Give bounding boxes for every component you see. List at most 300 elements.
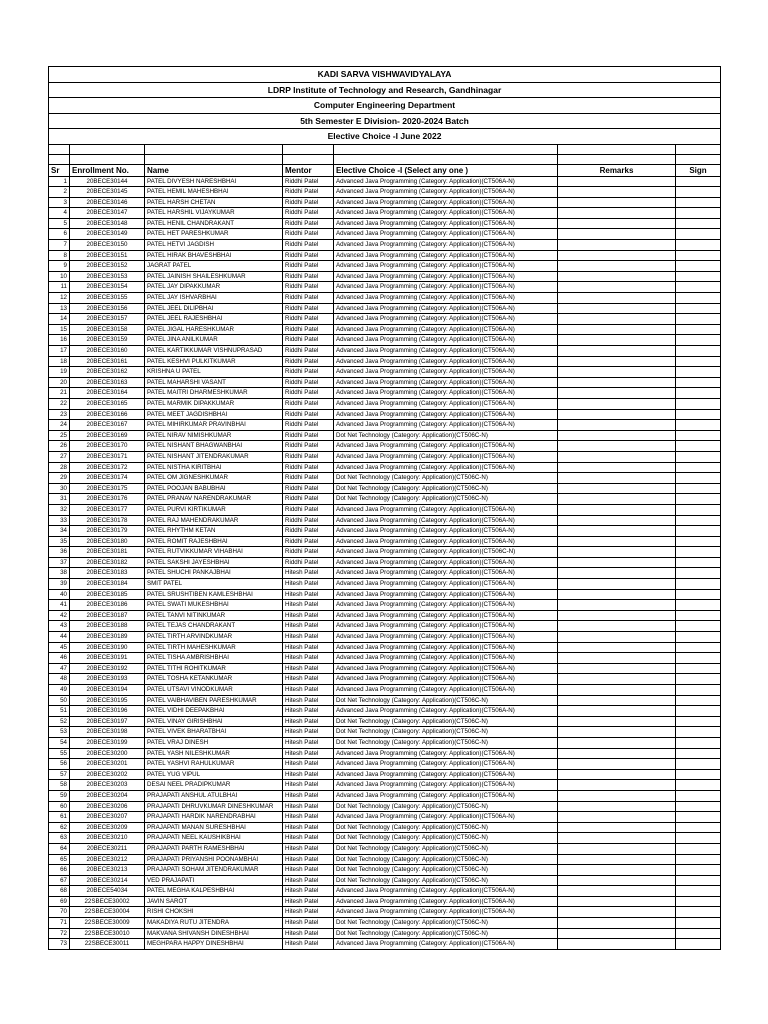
sign-cell[interactable] [676,197,721,208]
university-title: KADI SARVA VISHWAVIDYALAYA [49,67,721,83]
table-row [49,748,721,759]
remarks-cell[interactable] [558,229,676,240]
mentor-cell: Riddhi Patel [283,197,334,208]
remarks-cell[interactable] [558,685,676,696]
sign-cell[interactable] [676,727,721,738]
elective-cell: Advanced Java Programming (Category: Application)(CT506A-N) [334,504,558,515]
name-cell: PATEL HARSHIL VIJAYKUMAR [145,208,283,219]
sign-cell[interactable] [676,674,721,685]
sign-cell[interactable] [676,494,721,505]
column-header-row [49,164,721,176]
name-cell: PATEL TANVI NITINKUMAR [145,610,283,621]
remarks-cell[interactable] [558,589,676,600]
sr-cell: 34 [49,526,70,537]
enrollment-cell: 20BECE30207 [70,812,145,823]
sign-cell[interactable] [676,261,721,272]
sign-cell[interactable] [676,801,721,812]
mentor-cell: Riddhi Patel [283,240,334,251]
name-cell: DESAI NEEL PRADIPKUMAR [145,780,283,791]
remarks-cell[interactable] [558,473,676,484]
elective-cell: Advanced Java Programming (Category: Application)(CT506A-N) [334,462,558,473]
mentor-cell: Hitesh Patel [283,896,334,907]
remarks-cell[interactable] [558,610,676,621]
elective-cell: Dot Net Technology (Category: Application)(CT506C-N) [334,865,558,876]
elective-cell: Advanced Java Programming (Category: Application)(CT506A-N) [334,271,558,282]
remarks-cell[interactable] [558,483,676,494]
elective-cell: Advanced Java Programming (Category: Application)(CT506A-N) [334,557,558,568]
mentor-cell: Riddhi Patel [283,187,334,198]
table-row [49,918,721,929]
mentor-cell: Riddhi Patel [283,536,334,547]
remarks-cell[interactable] [558,632,676,643]
sign-cell[interactable] [676,769,721,780]
sign-cell[interactable] [676,356,721,367]
sign-cell[interactable] [676,324,721,335]
enrollment-cell: 20BECE30185 [70,589,145,600]
mentor-cell: Hitesh Patel [283,865,334,876]
sign-cell[interactable] [676,886,721,897]
mentor-cell: Hitesh Patel [283,642,334,653]
remarks-cell[interactable] [558,600,676,611]
mentor-cell: Hitesh Patel [283,727,334,738]
sr-cell: 48 [49,674,70,685]
sr-cell: 71 [49,918,70,929]
remarks-cell[interactable] [558,621,676,632]
remarks-cell[interactable] [558,430,676,441]
remarks-cell[interactable] [558,451,676,462]
sr-cell: 3 [49,197,70,208]
sign-cell[interactable] [676,377,721,388]
table-row [49,843,721,854]
sr-cell: 62 [49,822,70,833]
name-cell: KRISHNA U PATEL [145,367,283,378]
remarks-cell[interactable] [558,706,676,717]
sign-cell[interactable] [676,314,721,325]
name-cell: RISHI CHOKSHI [145,907,283,918]
remarks-cell[interactable] [558,250,676,261]
remarks-cell[interactable] [558,886,676,897]
elective-cell: Advanced Java Programming (Category: Application)(CT506A-N) [334,907,558,918]
remarks-cell[interactable] [558,346,676,357]
remarks-cell[interactable] [558,918,676,929]
elective-cell: Advanced Java Programming (Category: Application)(CT506A-N) [334,790,558,801]
name-cell: PRAJAPATI ANSHUL ATULBHAI [145,790,283,801]
remarks-cell[interactable] [558,780,676,791]
table-row [49,504,721,515]
mentor-cell: Riddhi Patel [283,346,334,357]
table-row [49,197,721,208]
remarks-cell[interactable] [558,695,676,706]
sign-cell[interactable] [676,451,721,462]
name-cell: PATEL JAY DIPAKKUMAR [145,282,283,293]
enrollment-cell: 20BECE30214 [70,875,145,886]
remarks-cell[interactable] [558,547,676,558]
sign-cell[interactable] [676,462,721,473]
sign-cell[interactable] [676,441,721,452]
elective-cell: Advanced Java Programming (Category: Application)(CT506A-N) [334,896,558,907]
remarks-cell[interactable] [558,579,676,590]
sign-cell[interactable] [676,557,721,568]
sign-cell[interactable] [676,716,721,727]
enrollment-cell: 20BECE30165 [70,398,145,409]
mentor-cell: Riddhi Patel [283,229,334,240]
enrollment-cell: 20BECE30149 [70,229,145,240]
remarks-cell[interactable] [558,420,676,431]
name-cell: PATEL RAJ MAHENDRAKUMAR [145,515,283,526]
elective-cell: Advanced Java Programming (Category: Application)(CT506A-N) [334,621,558,632]
remarks-cell[interactable] [558,822,676,833]
sr-cell: 12 [49,293,70,304]
mentor-cell: Hitesh Patel [283,674,334,685]
remarks-cell[interactable] [558,441,676,452]
remarks-cell[interactable] [558,282,676,293]
sign-cell[interactable] [676,663,721,674]
sign-cell[interactable] [676,737,721,748]
elective-cell: Advanced Java Programming (Category: Application)(CT506A-N) [334,303,558,314]
enrollment-cell: 20BECE30206 [70,801,145,812]
elective-cell: Dot Net Technology (Category: Application)(CT506C-N) [334,716,558,727]
enrollment-cell: 20BECE30195 [70,695,145,706]
enrollment-cell: 20BECE30196 [70,706,145,717]
sr-cell: 46 [49,653,70,664]
name-cell: PATEL NISTHA KIRITBHAI [145,462,283,473]
mentor-cell: Hitesh Patel [283,780,334,791]
name-cell: PATEL JEEL DILIPBHAI [145,303,283,314]
sign-cell[interactable] [676,706,721,717]
remarks-cell[interactable] [558,843,676,854]
remarks-cell[interactable] [558,398,676,409]
enrollment-cell: 20BECE30197 [70,716,145,727]
table-row [49,240,721,251]
table-row [49,695,721,706]
table-row [49,737,721,748]
remarks-cell[interactable] [558,790,676,801]
sign-cell[interactable] [676,843,721,854]
col-name: Name [145,164,283,176]
sr-cell: 18 [49,356,70,367]
remarks-cell[interactable] [558,303,676,314]
sr-cell: 20 [49,377,70,388]
enrollment-cell: 20BECE30155 [70,293,145,304]
table-row [49,939,721,950]
sign-cell[interactable] [676,896,721,907]
elective-cell: Advanced Java Programming (Category: Application)(CT506A-N) [334,600,558,611]
remarks-cell[interactable] [558,939,676,950]
col-sign: Sign [676,164,721,176]
mentor-cell: Hitesh Patel [283,928,334,939]
header-row-5 [49,129,721,145]
remarks-cell[interactable] [558,526,676,537]
sign-cell[interactable] [676,812,721,823]
sign-cell[interactable] [676,208,721,219]
mentor-cell: Riddhi Patel [283,367,334,378]
enrollment-cell: 20BECE30188 [70,621,145,632]
elective-cell: Dot Net Technology (Category: Application)(CT506C-N) [334,695,558,706]
sign-cell[interactable] [676,748,721,759]
elective-cell: Advanced Java Programming (Category: Application)(CT506A-N) [334,346,558,357]
remarks-cell[interactable] [558,737,676,748]
table-row [49,642,721,653]
remarks-cell[interactable] [558,716,676,727]
enrollment-cell: 20BECE30180 [70,536,145,547]
remarks-cell[interactable] [558,896,676,907]
remarks-cell[interactable] [558,218,676,229]
sr-cell: 61 [49,812,70,823]
enrollment-cell: 20BECE30209 [70,822,145,833]
sign-cell[interactable] [676,271,721,282]
table-row [49,176,721,187]
sign-cell[interactable] [676,875,721,886]
sr-cell: 17 [49,346,70,357]
sr-cell: 19 [49,367,70,378]
name-cell: PATEL VINAY GIRISHBHAI [145,716,283,727]
sr-cell: 15 [49,324,70,335]
sign-cell[interactable] [676,865,721,876]
name-cell: PATEL JAINISH SHAILESHKUMAR [145,271,283,282]
sign-cell[interactable] [676,282,721,293]
sign-cell[interactable] [676,218,721,229]
sign-cell[interactable] [676,685,721,696]
mentor-cell: Riddhi Patel [283,271,334,282]
sign-cell[interactable] [676,409,721,420]
sign-cell[interactable] [676,229,721,240]
enrollment-cell: 20BECE30172 [70,462,145,473]
remarks-cell[interactable] [558,515,676,526]
sign-cell[interactable] [676,187,721,198]
mentor-cell: Hitesh Patel [283,579,334,590]
blank-row [49,154,721,164]
name-cell: PATEL YASHVI RAHULKUMAR [145,759,283,770]
remarks-cell[interactable] [558,748,676,759]
sr-cell: 65 [49,854,70,865]
enrollment-cell: 20BECE30174 [70,473,145,484]
remarks-cell[interactable] [558,812,676,823]
sign-cell[interactable] [676,939,721,950]
remarks-cell[interactable] [558,293,676,304]
sign-cell[interactable] [676,515,721,526]
enrollment-cell: 20BECE30204 [70,790,145,801]
remarks-cell[interactable] [558,854,676,865]
student-rows [49,176,721,949]
mentor-cell: Hitesh Patel [283,790,334,801]
enrollment-cell: 20BECE30152 [70,261,145,272]
sign-cell[interactable] [676,526,721,537]
enrollment-cell: 20BECE30194 [70,685,145,696]
sr-cell: 9 [49,261,70,272]
table-row [49,324,721,335]
remarks-cell[interactable] [558,928,676,939]
sign-cell[interactable] [676,568,721,579]
sign-cell[interactable] [676,759,721,770]
name-cell: PATEL JINA ANILKUMAR [145,335,283,346]
sign-cell[interactable] [676,833,721,844]
sr-cell: 23 [49,409,70,420]
sign-cell[interactable] [676,589,721,600]
sign-cell[interactable] [676,420,721,431]
mentor-cell: Hitesh Patel [283,918,334,929]
name-cell: JAVIN SAROT [145,896,283,907]
remarks-cell[interactable] [558,176,676,187]
sign-cell[interactable] [676,610,721,621]
elective-cell: Advanced Java Programming (Category: Application)(CT506A-N) [334,377,558,388]
elective-cell: Advanced Java Programming (Category: Application)(CT506A-N) [334,420,558,431]
enrollment-cell: 20BECE30176 [70,494,145,505]
table-row [49,293,721,304]
elective-cell: Advanced Java Programming (Category: Application)(CT506A-N) [334,229,558,240]
sr-cell: 30 [49,483,70,494]
elective-cell: Dot Net Technology (Category: Application)(CT506C-N) [334,737,558,748]
sign-cell[interactable] [676,303,721,314]
name-cell: PATEL TIRTH MAHESHKUMAR [145,642,283,653]
elective-cell: Advanced Java Programming (Category: Application)(CT506A-N) [334,324,558,335]
sign-cell[interactable] [676,547,721,558]
sr-cell: 73 [49,939,70,950]
enrollment-cell: 20BECE30178 [70,515,145,526]
elective-cell: Dot Net Technology (Category: Application)(CT506C-N) [334,843,558,854]
name-cell: PATEL PURVI KIRTIKUMAR [145,504,283,515]
sign-cell[interactable] [676,780,721,791]
enrollment-cell: 20BECE30153 [70,271,145,282]
remarks-cell[interactable] [558,388,676,399]
sr-cell: 16 [49,335,70,346]
sign-cell[interactable] [676,388,721,399]
remarks-cell[interactable] [558,568,676,579]
sign-cell[interactable] [676,632,721,643]
sign-cell[interactable] [676,695,721,706]
mentor-cell: Hitesh Patel [283,653,334,664]
table-row [49,218,721,229]
remarks-cell[interactable] [558,314,676,325]
name-cell: MEGHPARA HAPPY DINESHBHAI [145,939,283,950]
table-row [49,653,721,664]
elective-cell: Advanced Java Programming (Category: Application)(CT506A-N) [334,769,558,780]
remarks-cell[interactable] [558,271,676,282]
remarks-cell[interactable] [558,907,676,918]
remarks-cell[interactable] [558,674,676,685]
remarks-cell[interactable] [558,865,676,876]
remarks-cell[interactable] [558,409,676,420]
sign-cell[interactable] [676,473,721,484]
remarks-cell[interactable] [558,801,676,812]
institute-title: LDRP Institute of Technology and Research, Gandhinagar [49,82,721,98]
sign-cell[interactable] [676,854,721,865]
table-row [49,674,721,685]
remarks-cell[interactable] [558,197,676,208]
remarks-cell[interactable] [558,324,676,335]
sign-cell[interactable] [676,293,721,304]
remarks-cell[interactable] [558,367,676,378]
name-cell: PATEL KARTIKKUMAR VISHNUPRASAD [145,346,283,357]
sign-cell[interactable] [676,790,721,801]
remarks-cell[interactable] [558,494,676,505]
remarks-cell[interactable] [558,642,676,653]
sign-cell[interactable] [676,653,721,664]
enrollment-cell: 20BECE30159 [70,335,145,346]
table-row [49,451,721,462]
remarks-cell[interactable] [558,727,676,738]
sign-cell[interactable] [676,928,721,939]
sr-cell: 56 [49,759,70,770]
elective-cell: Advanced Java Programming (Category: Application)(CT506A-N) [334,240,558,251]
elective-cell: Advanced Java Programming (Category: Application)(CT506A-N) [334,939,558,950]
elective-cell: Advanced Java Programming (Category: Application)(CT506A-N) [334,589,558,600]
name-cell: PATEL MARMIK DIPAKKUMAR [145,398,283,409]
sign-cell[interactable] [676,536,721,547]
sr-cell: 25 [49,430,70,441]
remarks-cell[interactable] [558,504,676,515]
sign-cell[interactable] [676,430,721,441]
sign-cell[interactable] [676,240,721,251]
table-row [49,727,721,738]
mentor-cell: Hitesh Patel [283,600,334,611]
remarks-cell[interactable] [558,356,676,367]
sign-cell[interactable] [676,504,721,515]
sign-cell[interactable] [676,367,721,378]
enrollment-cell: 20BECE30151 [70,250,145,261]
sign-cell[interactable] [676,621,721,632]
sign-cell[interactable] [676,176,721,187]
sign-cell[interactable] [676,918,721,929]
sign-cell[interactable] [676,600,721,611]
remarks-cell[interactable] [558,557,676,568]
enrollment-cell: 20BECE30200 [70,748,145,759]
sign-cell[interactable] [676,579,721,590]
elective-cell: Dot Net Technology (Category: Application)(CT506C-N) [334,875,558,886]
sign-cell[interactable] [676,907,721,918]
sign-cell[interactable] [676,335,721,346]
name-cell: PATEL POOJAN BABUBHAI [145,483,283,494]
enrollment-cell: 20BECE30175 [70,483,145,494]
remarks-cell[interactable] [558,653,676,664]
mentor-cell: Hitesh Patel [283,801,334,812]
remarks-cell[interactable] [558,335,676,346]
remarks-cell[interactable] [558,769,676,780]
mentor-cell: Riddhi Patel [283,557,334,568]
enrollment-cell: 20BECE30177 [70,504,145,515]
sr-cell: 32 [49,504,70,515]
enrollment-cell: 20BECE30213 [70,865,145,876]
remarks-cell[interactable] [558,462,676,473]
sr-cell: 59 [49,790,70,801]
table-row [49,621,721,632]
elective-cell: Advanced Java Programming (Category: Application)(CT506A-N) [334,367,558,378]
remarks-cell[interactable] [558,208,676,219]
mentor-cell: Riddhi Patel [283,208,334,219]
remarks-cell[interactable] [558,187,676,198]
enrollment-cell: 20BECE30150 [70,240,145,251]
mentor-cell: Riddhi Patel [283,451,334,462]
sign-cell[interactable] [676,822,721,833]
mentor-cell: Riddhi Patel [283,483,334,494]
sign-cell[interactable] [676,346,721,357]
table-row [49,356,721,367]
sr-cell: 33 [49,515,70,526]
remarks-cell[interactable] [558,759,676,770]
sign-cell[interactable] [676,642,721,653]
remarks-cell[interactable] [558,663,676,674]
remarks-cell[interactable] [558,377,676,388]
remarks-cell[interactable] [558,875,676,886]
sign-cell[interactable] [676,398,721,409]
name-cell: PATEL TIRTH ARVINDKUMAR [145,632,283,643]
enrollment-cell: 20BECE30166 [70,409,145,420]
sign-cell[interactable] [676,250,721,261]
remarks-cell[interactable] [558,261,676,272]
remarks-cell[interactable] [558,833,676,844]
sign-cell[interactable] [676,483,721,494]
remarks-cell[interactable] [558,240,676,251]
remarks-cell[interactable] [558,536,676,547]
